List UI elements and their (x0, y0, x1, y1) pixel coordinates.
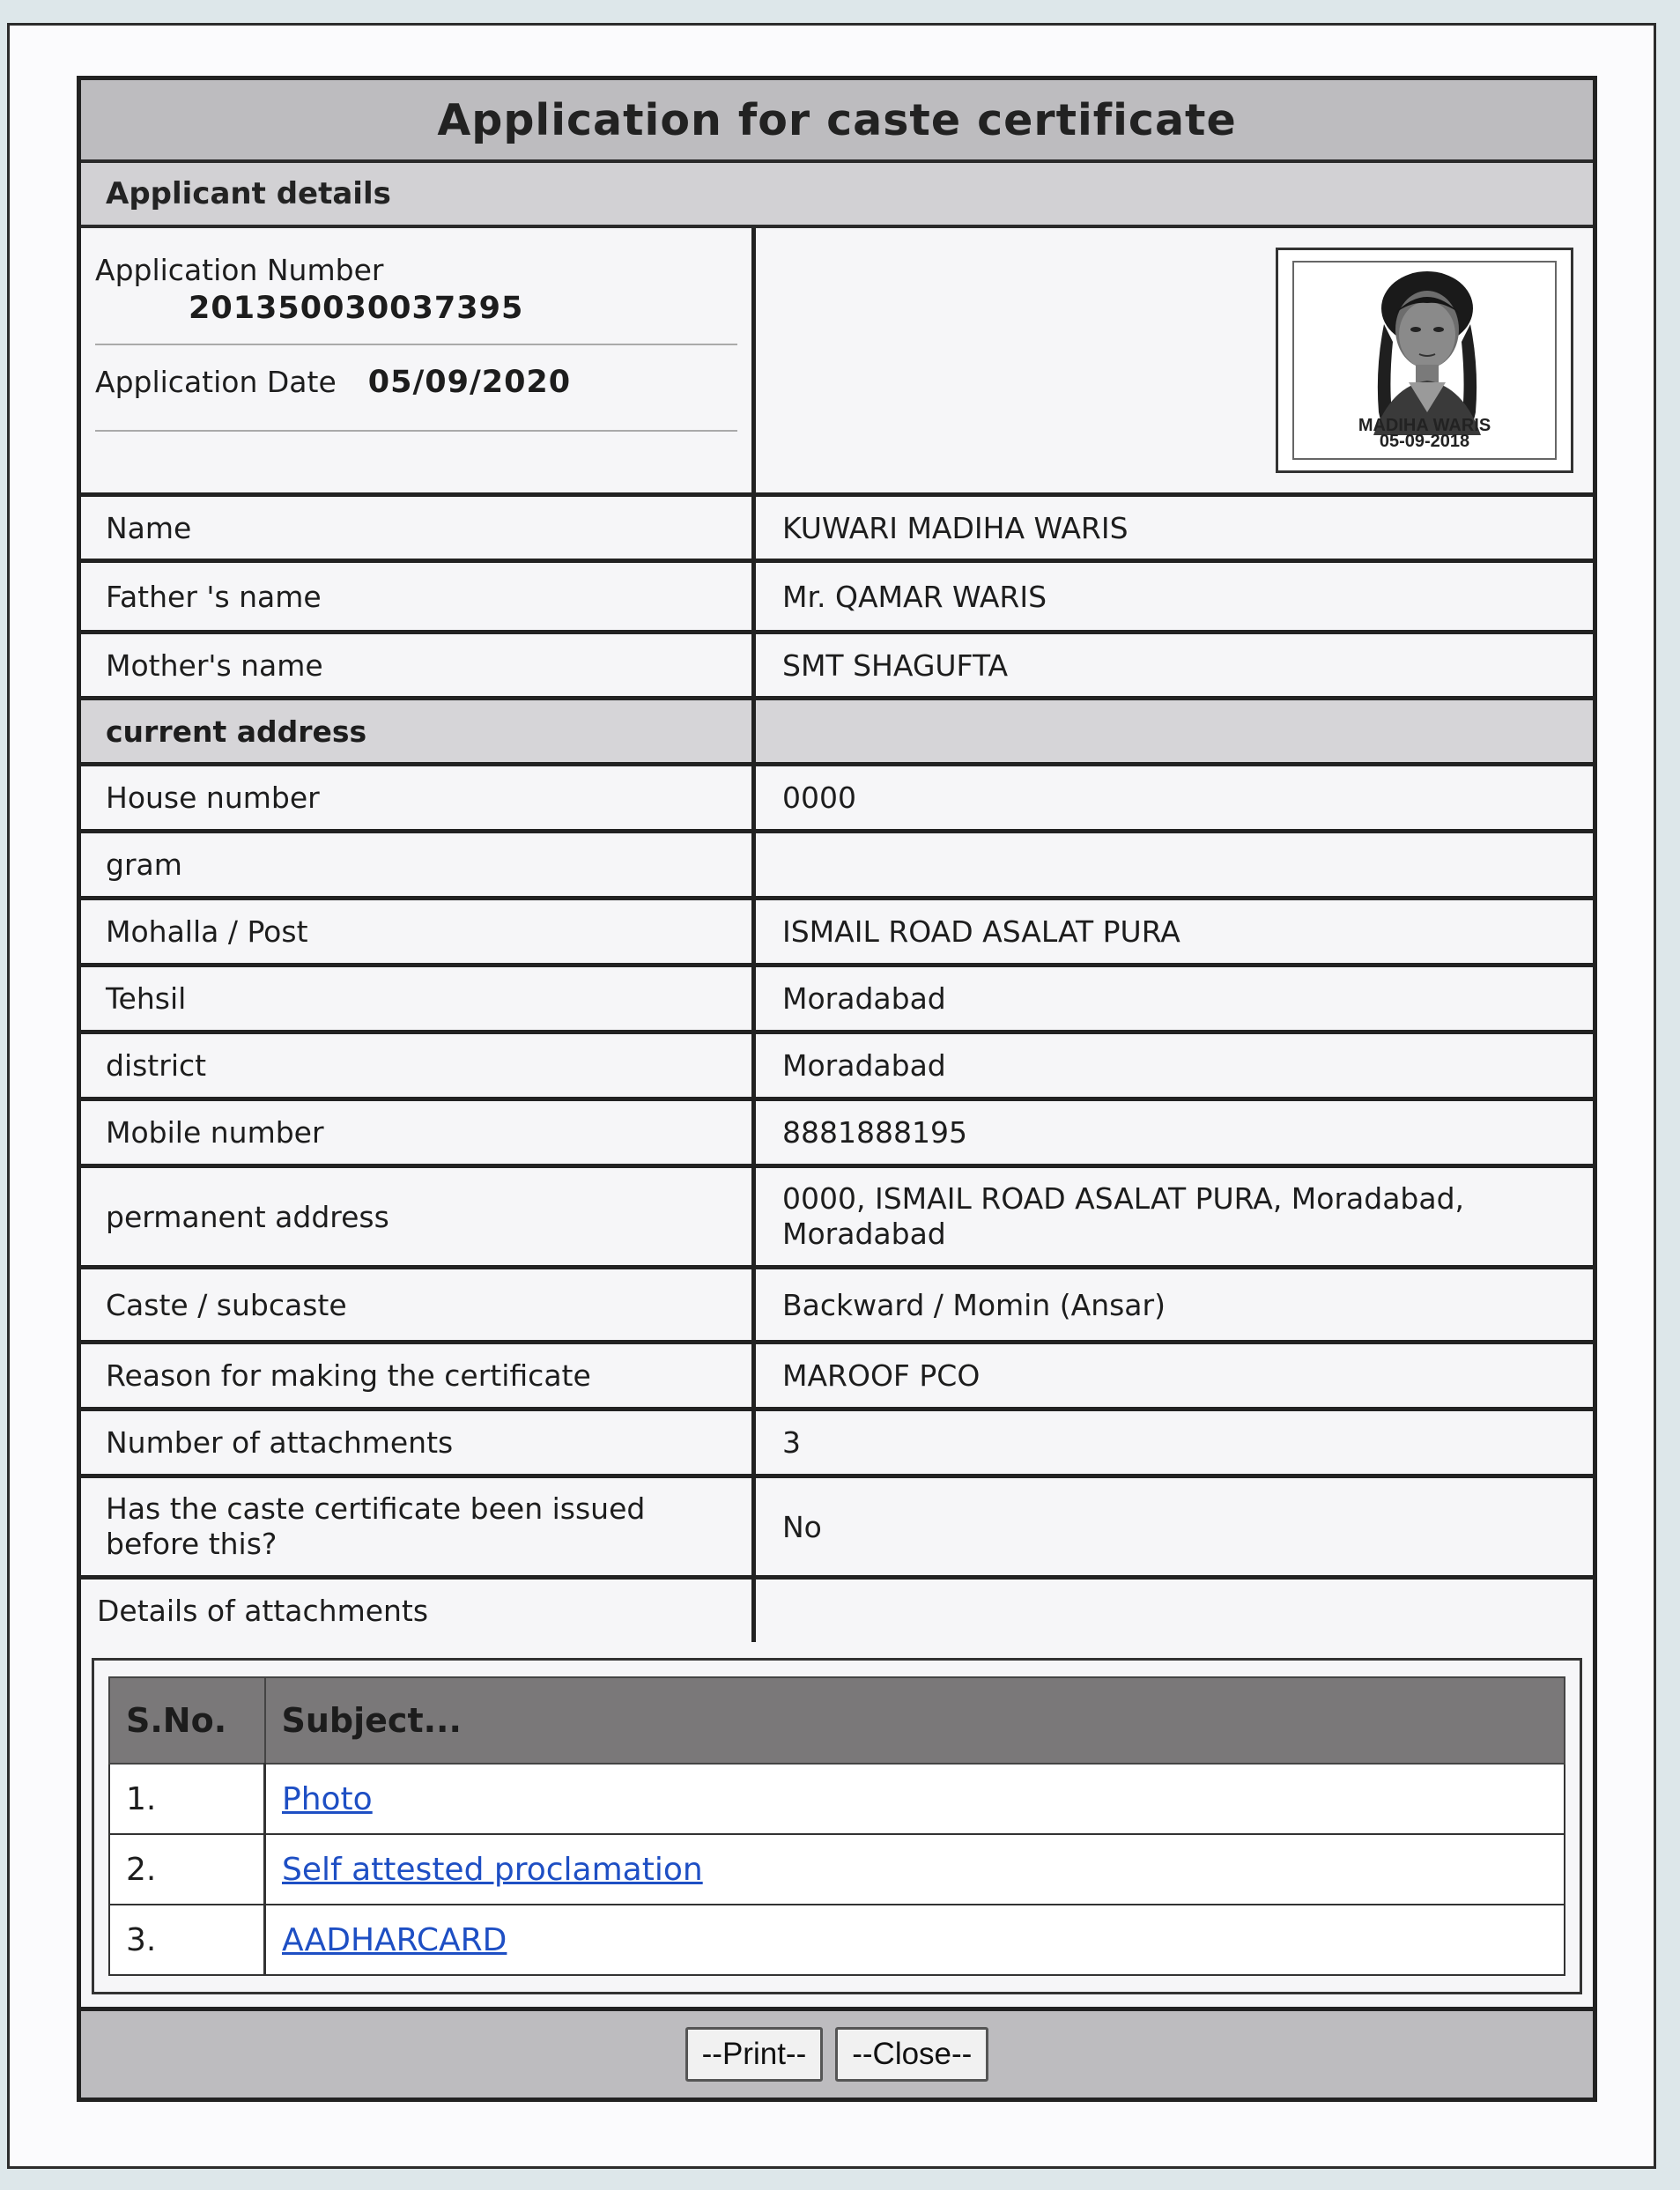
table-row (109, 1905, 1565, 1975)
row-value: Moradabad (782, 981, 946, 1016)
attachment-link-aadharcard[interactable]: AADHARCARD (282, 1921, 507, 1958)
row-tehsil (81, 967, 1593, 1034)
row-value: ISMAIL ROAD ASALAT PURA (782, 914, 1180, 949)
cell-subject (265, 1834, 1565, 1905)
application-date-row (95, 365, 737, 400)
application-date-label: Application Date (95, 365, 337, 399)
row-name (81, 497, 1593, 563)
row-father-name (81, 563, 1593, 634)
row-label: Has the caste certificate been issued before this? (81, 1478, 756, 1575)
divider (95, 344, 737, 345)
row-label: Tehsil (81, 967, 756, 1030)
section-value (756, 700, 1593, 762)
row-permanent-address (81, 1168, 1593, 1269)
scanned-page (7, 23, 1656, 2169)
section-label: current address (81, 700, 756, 762)
application-number-label: Application Number (95, 253, 384, 287)
photo-caption-date: 05-09-2018 (1379, 432, 1470, 451)
row-previously-issued (81, 1478, 1593, 1580)
column-header-sno: S.No. (109, 1677, 265, 1764)
row-label: House number (81, 766, 756, 829)
cell-sno: 2. (109, 1834, 265, 1905)
cell-sno: 1. (109, 1764, 265, 1834)
row-value: Backward / Momin (Ansar) (782, 1287, 1166, 1322)
photo-caption (1294, 418, 1555, 449)
row-number-of-attachments (81, 1411, 1593, 1478)
row-label: Father 's name (81, 563, 756, 630)
row-value (756, 833, 1593, 896)
row-value: 3 (782, 1425, 801, 1460)
title-bar (81, 80, 1593, 163)
page-title: Application for caste certificate (437, 94, 1237, 145)
application-info (81, 228, 756, 492)
row-label: Mobile number (81, 1101, 756, 1164)
row-value: No (782, 1509, 822, 1544)
table-header-row (109, 1677, 1565, 1764)
row-label: Mother's name (81, 634, 756, 696)
row-mother-name (81, 634, 1593, 700)
table-row (109, 1834, 1565, 1905)
row-reason (81, 1344, 1593, 1411)
row-label: Reason for making the certificate (81, 1344, 756, 1407)
row-district (81, 1034, 1593, 1101)
row-gram (81, 833, 1593, 900)
row-value: Mr. QAMAR WARIS (782, 579, 1047, 614)
row-house-number (81, 766, 1593, 833)
button-bar (81, 2011, 1593, 2098)
attachment-link-photo[interactable]: Photo (282, 1780, 373, 1817)
section-current-address (81, 700, 1593, 766)
attachments-table-frame (92, 1658, 1582, 1994)
row-value: MAROOF PCO (782, 1358, 981, 1393)
photo-caption-name: MADIHA WARIS (1358, 416, 1491, 435)
row-details-of-attachments (81, 1580, 1593, 1642)
row-label: Mohalla / Post (81, 900, 756, 963)
cell-sno: 3. (109, 1905, 265, 1975)
row-value (756, 1580, 1593, 1642)
cell-subject (265, 1764, 1565, 1834)
attachment-link-proclamation[interactable]: Self attested proclamation (282, 1851, 703, 1888)
attachments-table (108, 1676, 1565, 1976)
row-value: KUWARI MADIHA WARIS (782, 510, 1129, 545)
row-mohalla-post (81, 900, 1593, 967)
close-button[interactable]: --Close-- (835, 2027, 988, 2082)
cell-subject (265, 1905, 1565, 1975)
row-value: 8881888195 (782, 1115, 967, 1150)
row-value: 0000 (782, 781, 856, 815)
table-row (109, 1764, 1565, 1834)
divider (95, 430, 737, 432)
row-label: Details of attachments (81, 1580, 756, 1642)
row-caste-subcaste (81, 1269, 1593, 1344)
row-label: Caste / subcaste (81, 1269, 756, 1340)
row-mobile-number (81, 1101, 1593, 1168)
application-info-block (81, 228, 1593, 497)
row-label: Number of attachments (81, 1411, 756, 1474)
applicant-photo (1292, 261, 1557, 460)
column-header-subject: Subject... (265, 1677, 1565, 1764)
row-label: district (81, 1034, 756, 1097)
application-number-value: 201350030037395 (189, 291, 524, 326)
applicant-photo-frame (1276, 248, 1573, 473)
row-label: permanent address (81, 1168, 756, 1265)
row-value: 0000, ISMAIL ROAD ASALAT PURA, Moradabad, Moradabad (782, 1181, 1465, 1251)
row-label: gram (81, 833, 756, 896)
row-label: Name (81, 497, 756, 559)
application-date-value: 05/09/2020 (367, 365, 572, 400)
row-value: SMT SHAGUFTA (782, 647, 1009, 683)
attachments-section (81, 1642, 1593, 2011)
row-value: Moradabad (782, 1048, 946, 1083)
section-applicant-details: Applicant details (81, 163, 1593, 228)
print-button[interactable]: --Print-- (685, 2027, 824, 2082)
application-form (77, 76, 1597, 2102)
photo-area (756, 228, 1593, 492)
